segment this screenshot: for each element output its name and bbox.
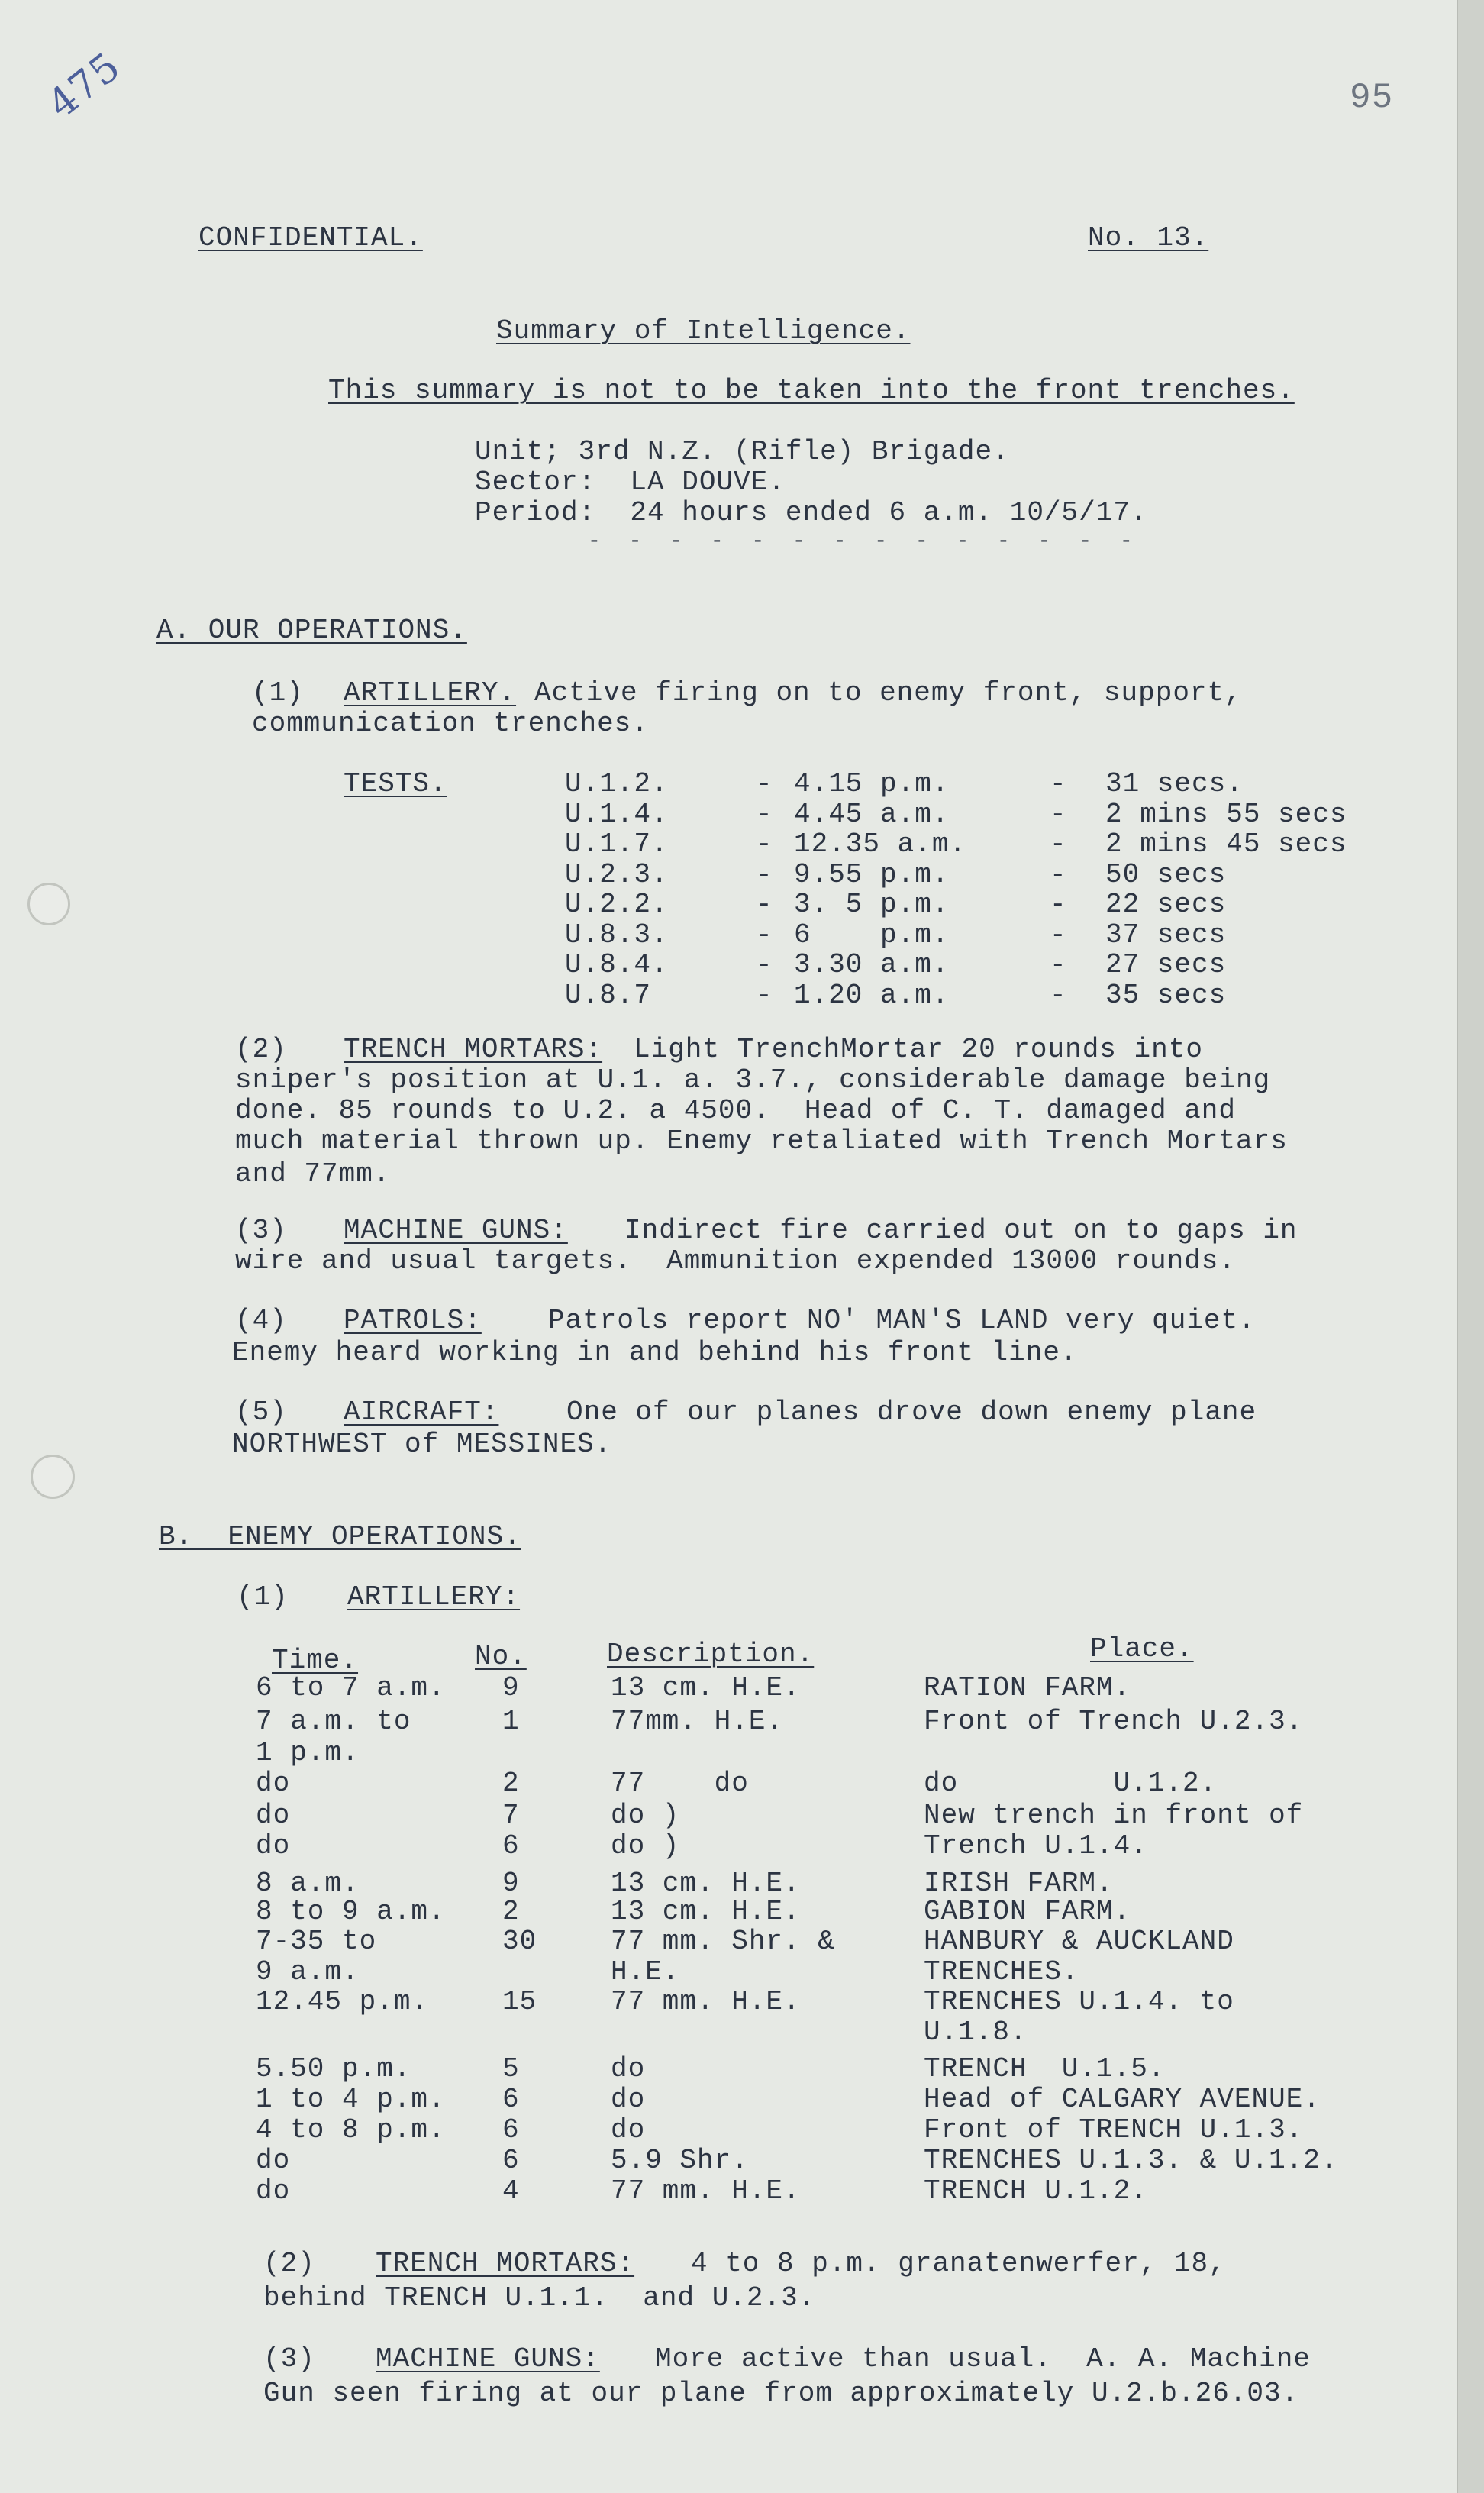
aircraft-text: One of our planes drove down enemy plane <box>566 1397 1257 1428</box>
enemy-row-number: 6 <box>502 1830 520 1862</box>
our-artillery-number: (1) <box>252 677 304 709</box>
enemy-row-description: 13 cm. H.E. <box>611 1868 801 1899</box>
aircraft-number: (5) <box>235 1397 287 1428</box>
enemy-row-time: do <box>256 2175 291 2207</box>
enemy-row-number: 9 <box>502 1868 520 1899</box>
test-time: 4.45 a.m. <box>794 798 950 830</box>
enemy-row-time: do <box>256 1830 291 1862</box>
enemy-artillery-number: (1) <box>237 1581 289 1613</box>
enemy-row-number: 2 <box>502 1768 520 1799</box>
enemy-row-time: 5.50 p.m. <box>256 2053 411 2084</box>
confidential-notice: This summary is not to be taken into the front trenches. <box>328 375 1295 406</box>
test-time: 4.15 p.m. <box>794 768 950 799</box>
enemy-row-description: 77 do <box>611 1768 749 1799</box>
enemy-row-number: 9 <box>502 1672 520 1703</box>
trench-mortars-text: sniper's position at U.1. a. 3.7., considerable damage being <box>235 1064 1271 1096</box>
enemy-machine-guns-text: More active than usual. A. A. Machine <box>655 2343 1311 2375</box>
page-edge <box>1458 0 1484 2493</box>
test-time: 3. 5 p.m. <box>794 889 950 920</box>
enemy-row-place: New trench in front of <box>924 1800 1304 1831</box>
enemy-row-description: 13 cm. H.E. <box>611 1896 801 1927</box>
test-dash: - <box>756 828 773 860</box>
enemy-row-time: 1 p.m. <box>256 1737 360 1768</box>
enemy-row-time: 7-35 to <box>256 1926 377 1957</box>
test-duration: 31 secs. <box>1105 768 1244 799</box>
sector-line: Sector: LA DOUVE. <box>475 467 786 498</box>
test-dash: - <box>1050 919 1067 951</box>
enemy-row-time: 12.45 p.m. <box>256 1986 429 2017</box>
enemy-row-time: 9 a.m. <box>256 1956 360 1988</box>
test-ref: U.2.3. <box>565 858 669 890</box>
enemy-row-place: U.1.8. <box>924 2017 1028 2048</box>
enemy-trench-mortars-text: behind TRENCH U.1.1. and U.2.3. <box>263 2282 816 2314</box>
column-header-no: No. <box>475 1641 527 1672</box>
column-header-place: Place. <box>1090 1633 1194 1665</box>
document-title: Summary of Intelligence. <box>496 315 911 347</box>
test-dash: - <box>756 798 773 830</box>
patrols-number: (4) <box>235 1305 287 1336</box>
test-dash: - <box>1050 949 1067 980</box>
test-dash: - <box>1050 768 1067 799</box>
enemy-row-place: TRENCHES. <box>924 1956 1079 1988</box>
patrols-text: Enemy heard working in and behind his front line. <box>232 1337 1078 1368</box>
enemy-trench-mortars-label: TRENCH MORTARS: <box>376 2248 635 2279</box>
our-artillery-text: communication trenches. <box>252 708 649 739</box>
test-time: 9.55 p.m. <box>794 858 950 890</box>
enemy-row-time: 8 to 9 a.m. <box>256 1896 446 1927</box>
enemy-row-place: Trench U.1.4. <box>924 1830 1148 1862</box>
enemy-row-number: 5 <box>502 2053 520 2084</box>
enemy-operations-heading: B. ENEMY OPERATIONS. <box>159 1521 521 1552</box>
test-ref: U.8.4. <box>565 949 669 980</box>
test-dash: - <box>1050 828 1067 860</box>
test-ref: U.2.2. <box>565 889 669 920</box>
test-time: 3.30 a.m. <box>794 949 950 980</box>
machine-guns-text: Indirect fire carried out on to gaps in <box>624 1215 1298 1246</box>
machine-guns-number: (3) <box>235 1215 287 1246</box>
enemy-row-description: 13 cm. H.E. <box>611 1672 801 1703</box>
summary-number: No. 13. <box>1088 222 1209 253</box>
enemy-machine-guns-number: (3) <box>263 2343 315 2375</box>
enemy-row-place: IRISH FARM. <box>924 1868 1114 1899</box>
enemy-row-description: 77 mm. H.E. <box>611 1986 801 2017</box>
enemy-row-place: Head of CALGARY AVENUE. <box>924 2084 1321 2115</box>
patrols-text: Patrols report NO' MAN'S LAND very quiet. <box>548 1305 1256 1336</box>
enemy-row-place: HANBURY & AUCKLAND <box>924 1926 1234 1957</box>
aircraft-label: AIRCRAFT: <box>344 1397 499 1428</box>
enemy-row-description: do <box>611 2084 646 2115</box>
test-dash: - <box>756 919 773 951</box>
enemy-row-number: 1 <box>502 1706 520 1737</box>
enemy-row-number: 4 <box>502 2175 520 2207</box>
enemy-row-number: 6 <box>502 2114 520 2146</box>
classification-label: CONFIDENTIAL. <box>198 222 423 253</box>
column-header-description: Description. <box>607 1639 815 1670</box>
enemy-row-time: do <box>256 1768 291 1799</box>
test-dash: - <box>1050 979 1067 1011</box>
test-duration: 35 secs <box>1105 979 1227 1011</box>
enemy-row-place: Front of Trench U.2.3. <box>924 1706 1304 1737</box>
enemy-row-time: do <box>256 1800 291 1831</box>
enemy-row-place: RATION FARM. <box>924 1672 1131 1703</box>
header-separator: - - - - - - - - - - - - - - <box>588 530 1140 554</box>
enemy-row-place: TRENCH U.1.2. <box>924 2175 1148 2207</box>
column-header-time: Time. <box>272 1645 359 1676</box>
enemy-row-description: do <box>611 2053 646 2084</box>
trench-mortars-text: much material thrown up. Enemy retaliated with Trench Mortars <box>235 1125 1288 1157</box>
aircraft-text: NORTHWEST of MESSINES. <box>232 1429 612 1460</box>
test-dash: - <box>756 889 773 920</box>
enemy-machine-guns-label: MACHINE GUNS: <box>376 2343 600 2375</box>
enemy-row-number: 2 <box>502 1896 520 1927</box>
enemy-row-time: 4 to 8 p.m. <box>256 2114 446 2146</box>
trench-mortars-text: done. 85 rounds to U.2. a 4500. Head of C. T. damaged and <box>235 1095 1237 1126</box>
punch-hole <box>27 883 70 925</box>
enemy-row-description: 77 mm. H.E. <box>611 2175 801 2207</box>
test-dash: - <box>756 979 773 1011</box>
enemy-row-time: do <box>256 2145 291 2176</box>
enemy-row-place: TRENCHES U.1.3. & U.1.2. <box>924 2145 1338 2176</box>
enemy-row-number: 7 <box>502 1800 520 1831</box>
enemy-row-number: 15 <box>502 1986 537 2017</box>
enemy-row-number: 6 <box>502 2084 520 2115</box>
enemy-artillery-label: ARTILLERY: <box>347 1581 521 1613</box>
archive-handwritten-number: 475 <box>39 44 130 128</box>
enemy-row-description: 77mm. H.E. <box>611 1706 784 1737</box>
enemy-row-place: do U.1.2. <box>924 1768 1218 1799</box>
test-time: 6 p.m. <box>794 919 950 951</box>
enemy-machine-guns-text: Gun seen firing at our plane from approximately U.2.b.26.03. <box>263 2378 1299 2409</box>
enemy-row-place: GABION FARM. <box>924 1896 1131 1927</box>
trench-mortars-text: and 77mm. <box>235 1158 391 1190</box>
unit-line: Unit; 3rd N.Z. (Rifle) Brigade. <box>475 436 1010 467</box>
trench-mortars-text: Light TrenchMortar 20 rounds into <box>634 1034 1203 1065</box>
trench-mortars-label: TRENCH MORTARS: <box>344 1034 603 1065</box>
enemy-row-description: do ) <box>611 1800 680 1831</box>
test-time: 1.20 a.m. <box>794 979 950 1011</box>
test-ref: U.1.2. <box>565 768 669 799</box>
test-duration: 2 mins 55 secs <box>1105 798 1347 830</box>
patrols-label: PATROLS: <box>344 1305 482 1336</box>
test-dash: - <box>1050 889 1067 920</box>
our-artillery-text: Active firing on to enemy front, support, <box>534 677 1242 709</box>
our-operations-heading: A. OUR OPERATIONS. <box>156 615 467 646</box>
enemy-row-description: do <box>611 2114 646 2146</box>
test-ref: U.8.3. <box>565 919 669 951</box>
enemy-row-number: 6 <box>502 2145 520 2176</box>
test-dash: - <box>756 768 773 799</box>
folio-number: 95 <box>1350 78 1394 118</box>
trench-mortars-number: (2) <box>235 1034 287 1065</box>
page-edge-line <box>1457 0 1458 2493</box>
enemy-trench-mortars-text: 4 to 8 p.m. granatenwerfer, 18, <box>691 2248 1226 2279</box>
test-ref: U.1.7. <box>565 828 669 860</box>
test-duration: 2 mins 45 secs <box>1105 828 1347 860</box>
test-ref: U.8.7 <box>565 979 652 1011</box>
our-artillery-label: ARTILLERY. <box>344 677 517 709</box>
test-duration: 50 secs <box>1105 858 1227 890</box>
test-dash: - <box>1050 798 1067 830</box>
machine-guns-text: wire and usual targets. Ammunition expended 13000 rounds. <box>235 1245 1237 1277</box>
enemy-row-time: 1 to 4 p.m. <box>256 2084 446 2115</box>
enemy-row-description: 5.9 Shr. <box>611 2145 749 2176</box>
enemy-row-number: 30 <box>502 1926 537 1957</box>
test-duration: 27 secs <box>1105 949 1227 980</box>
enemy-row-time: 7 a.m. to <box>256 1706 411 1737</box>
enemy-row-time: 8 a.m. <box>256 1868 360 1899</box>
enemy-row-place: TRENCH U.1.5. <box>924 2053 1166 2084</box>
enemy-row-place: Front of TRENCH U.1.3. <box>924 2114 1304 2146</box>
period-line: Period: 24 hours ended 6 a.m. 10/5/17. <box>475 497 1148 528</box>
tests-label: TESTS. <box>344 768 447 799</box>
enemy-row-description: 77 mm. Shr. & <box>611 1926 835 1957</box>
enemy-row-description: do ) <box>611 1830 680 1862</box>
enemy-row-description: H.E. <box>611 1956 680 1988</box>
test-duration: 22 secs <box>1105 889 1227 920</box>
test-time: 12.35 a.m. <box>794 828 967 860</box>
enemy-trench-mortars-number: (2) <box>263 2248 315 2279</box>
test-dash: - <box>756 949 773 980</box>
machine-guns-label: MACHINE GUNS: <box>344 1215 568 1246</box>
punch-hole <box>31 1455 75 1499</box>
test-dash: - <box>756 858 773 890</box>
test-ref: U.1.4. <box>565 798 669 830</box>
test-duration: 37 secs <box>1105 919 1227 951</box>
enemy-row-time: 6 to 7 a.m. <box>256 1672 446 1703</box>
test-dash: - <box>1050 858 1067 890</box>
enemy-row-place: TRENCHES U.1.4. to <box>924 1986 1234 2017</box>
